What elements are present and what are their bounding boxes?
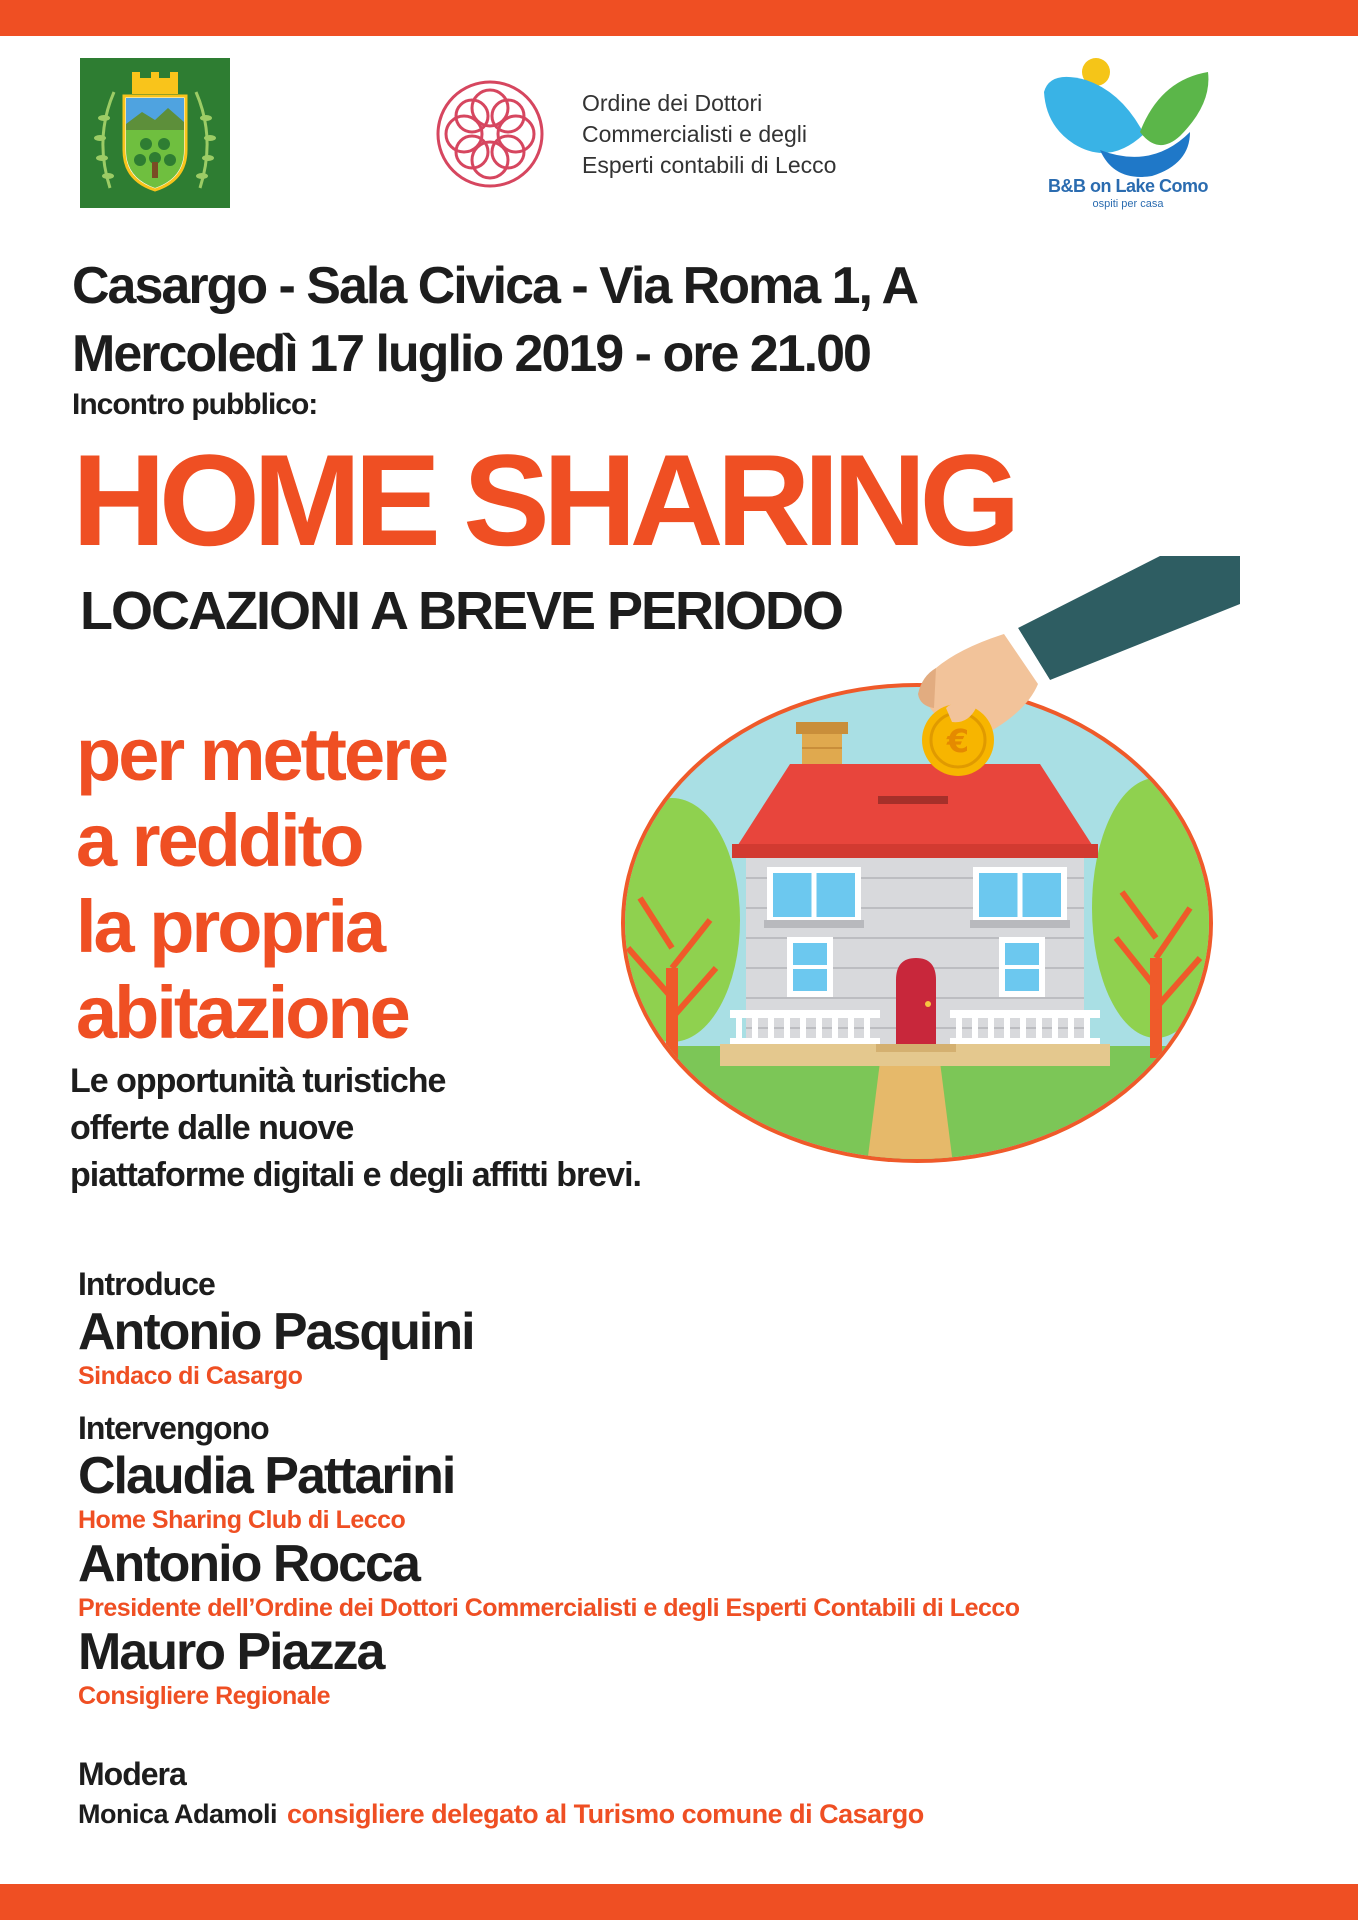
description-line: offerte dalle nuove (70, 1109, 354, 1147)
description-line: Le opportunità turistiche (70, 1062, 446, 1100)
odcec-line: Esperti contabili di Lecco (582, 152, 837, 178)
odcec-name (582, 88, 836, 181)
speaker-affiliation: Consigliere Regionale (78, 1682, 331, 1710)
meeting-type: Incontro pubblico: (72, 388, 318, 421)
bb-name: B&B on Lake Como (1047, 176, 1208, 196)
speaker-affiliation: Home Sharing Club di Lecco (78, 1506, 406, 1534)
description-line: piattaforme digitali e degli affitti brevi. (70, 1156, 641, 1194)
intro-label: Introduce (78, 1266, 215, 1302)
moderator-name: Monica Adamoli (78, 1799, 278, 1829)
speaker-name: Mauro Piazza (78, 1623, 384, 1681)
speaker-name: Antonio Rocca (78, 1535, 419, 1593)
top-accent-bar (0, 0, 1358, 36)
speakers-section (78, 1264, 1278, 1834)
casargo-crest-logo (80, 58, 230, 208)
speaker-affiliation: Presidente dell’Ordine dei Dottori Commercialisti e degli Esperti Contabili di Lecco (78, 1594, 1020, 1622)
odcec-line: Ordine dei Dottori (582, 90, 763, 116)
tagline-line: a reddito (76, 799, 362, 882)
bb-tagline: ospiti per casa (1092, 198, 1164, 210)
event-date: Mercoledì 17 luglio 2019 - ore 21.00 (72, 325, 870, 383)
bottom-accent-bar (0, 1884, 1358, 1920)
bb-lake-como-logo (1040, 58, 1216, 184)
speaker-name: Antonio Pasquini (78, 1303, 474, 1361)
moderator-row (78, 1794, 1278, 1834)
speaker-affiliation: Sindaco di Casargo (78, 1362, 303, 1390)
event-description (70, 1058, 830, 1199)
event-venue: Casargo - Sala Civica - Via Roma 1, A (72, 257, 918, 315)
tagline (76, 712, 636, 1056)
tagline-line: abitazione (76, 971, 408, 1054)
tagline-line: la propria (76, 885, 384, 968)
event-subtitle: LOCAZIONI A BREVE PERIODO (80, 581, 843, 641)
speaker-name: Claudia Pattarini (78, 1447, 455, 1505)
odcec-logo (428, 72, 552, 196)
moderator-label: Modera (78, 1756, 186, 1792)
panel-label: Intervengono (78, 1410, 269, 1446)
event-title: HOME SHARING (72, 427, 1014, 573)
odcec-line: Commercialisti e degli (582, 121, 807, 147)
moderator-affiliation: consigliere delegato al Turismo comune di Casargo (287, 1799, 924, 1829)
tagline-line: per mettere (76, 713, 447, 796)
euro-symbol: € (946, 722, 970, 760)
